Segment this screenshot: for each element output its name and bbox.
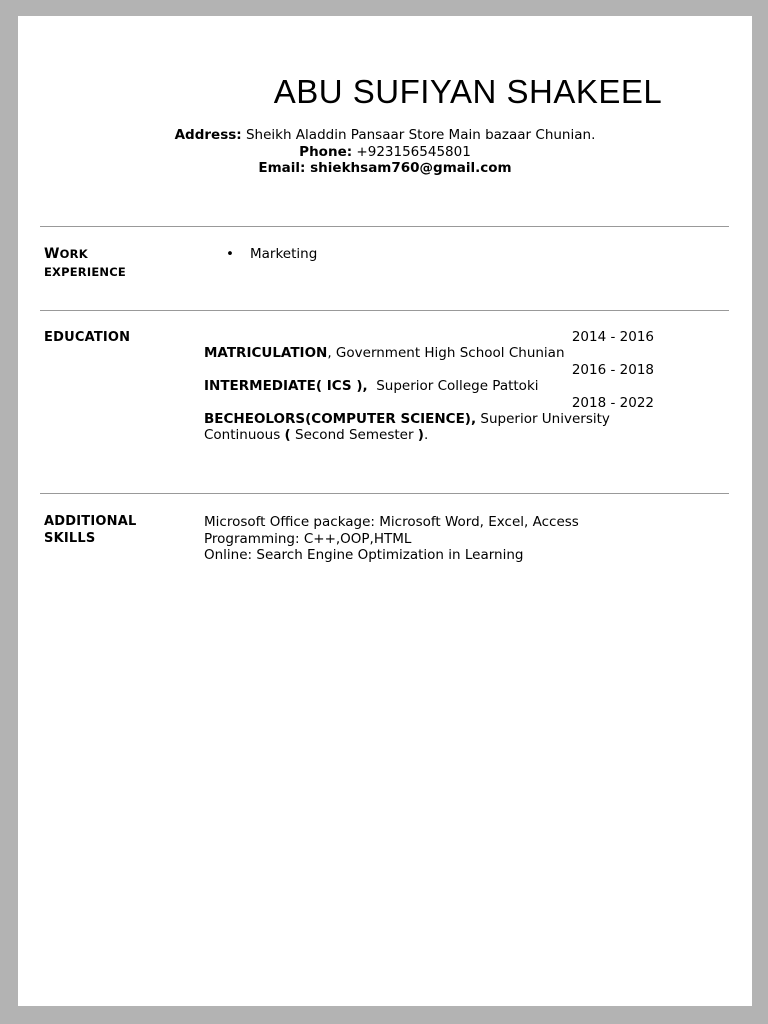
section-divider <box>40 493 729 494</box>
skill-line: Online: Search Engine Optimization in Learning <box>204 547 524 563</box>
resume-page <box>18 16 752 1006</box>
work-label-rest: ORK <box>59 247 88 261</box>
education-entry <box>204 378 654 394</box>
skill-line: Microsoft Office package: Microsoft Word, Excel, Access <box>204 514 579 530</box>
work-experience-item: • Marketing <box>226 246 317 263</box>
section-divider <box>40 226 729 227</box>
skills-label-line2: SKILLS <box>44 530 96 546</box>
education-institution: Superior College Pattoki <box>367 378 539 395</box>
section-divider <box>40 310 729 311</box>
education-institution: , Government High School Chunian <box>327 345 565 362</box>
email-value: shiekhsam760@gmail.com <box>305 160 512 176</box>
contact-block <box>18 127 752 177</box>
education-degree: MATRICULATION <box>204 345 328 362</box>
continuation-end: . <box>423 427 429 444</box>
education-years: 2016 - 2018 <box>571 361 654 378</box>
work-experience-list <box>226 246 317 263</box>
email-line <box>18 160 752 177</box>
continuation-inner: Second Semester <box>290 427 418 444</box>
phone-value: +923156545801 <box>352 143 471 160</box>
education-block <box>204 329 654 444</box>
work-experience-label <box>44 246 126 281</box>
phone-label: Phone: <box>299 143 353 160</box>
education-years: 2014 - 2016 <box>571 329 654 345</box>
education-degree: BECHEOLORS(COMPUTER SCIENCE), <box>204 411 477 428</box>
email-label: Email: <box>258 160 306 176</box>
phone-line <box>18 144 752 161</box>
resume-name: ABU SUFIYAN SHAKEEL <box>273 73 663 110</box>
continuation-text: Continuous <box>204 427 285 444</box>
continuation-paren-open: ( <box>284 427 291 444</box>
work-label-line2: EXPERIENCE <box>44 264 126 279</box>
education-years: 2018 - 2022 <box>571 394 654 411</box>
education-entry <box>204 411 654 427</box>
education-label: EDUCATION <box>44 330 131 345</box>
education-entry <box>204 345 654 361</box>
address-value: Sheikh Aladdin Pansaar Store Main bazaar Chunian. <box>241 127 596 143</box>
skill-line: Programming: C++,OOP,HTML <box>204 530 412 547</box>
address-label: Address: <box>174 127 242 143</box>
address-line <box>18 127 752 144</box>
education-degree: INTERMEDIATE( ICS ), <box>204 378 368 395</box>
skills-label-line1: ADDITIONAL <box>44 514 137 529</box>
skills-block <box>204 514 579 564</box>
education-institution: Superior University <box>476 411 610 428</box>
education-continuation <box>204 427 654 443</box>
continuation-paren-close: ) <box>417 427 424 444</box>
work-label-first-letter: W <box>44 246 60 262</box>
additional-skills-label <box>44 514 136 547</box>
